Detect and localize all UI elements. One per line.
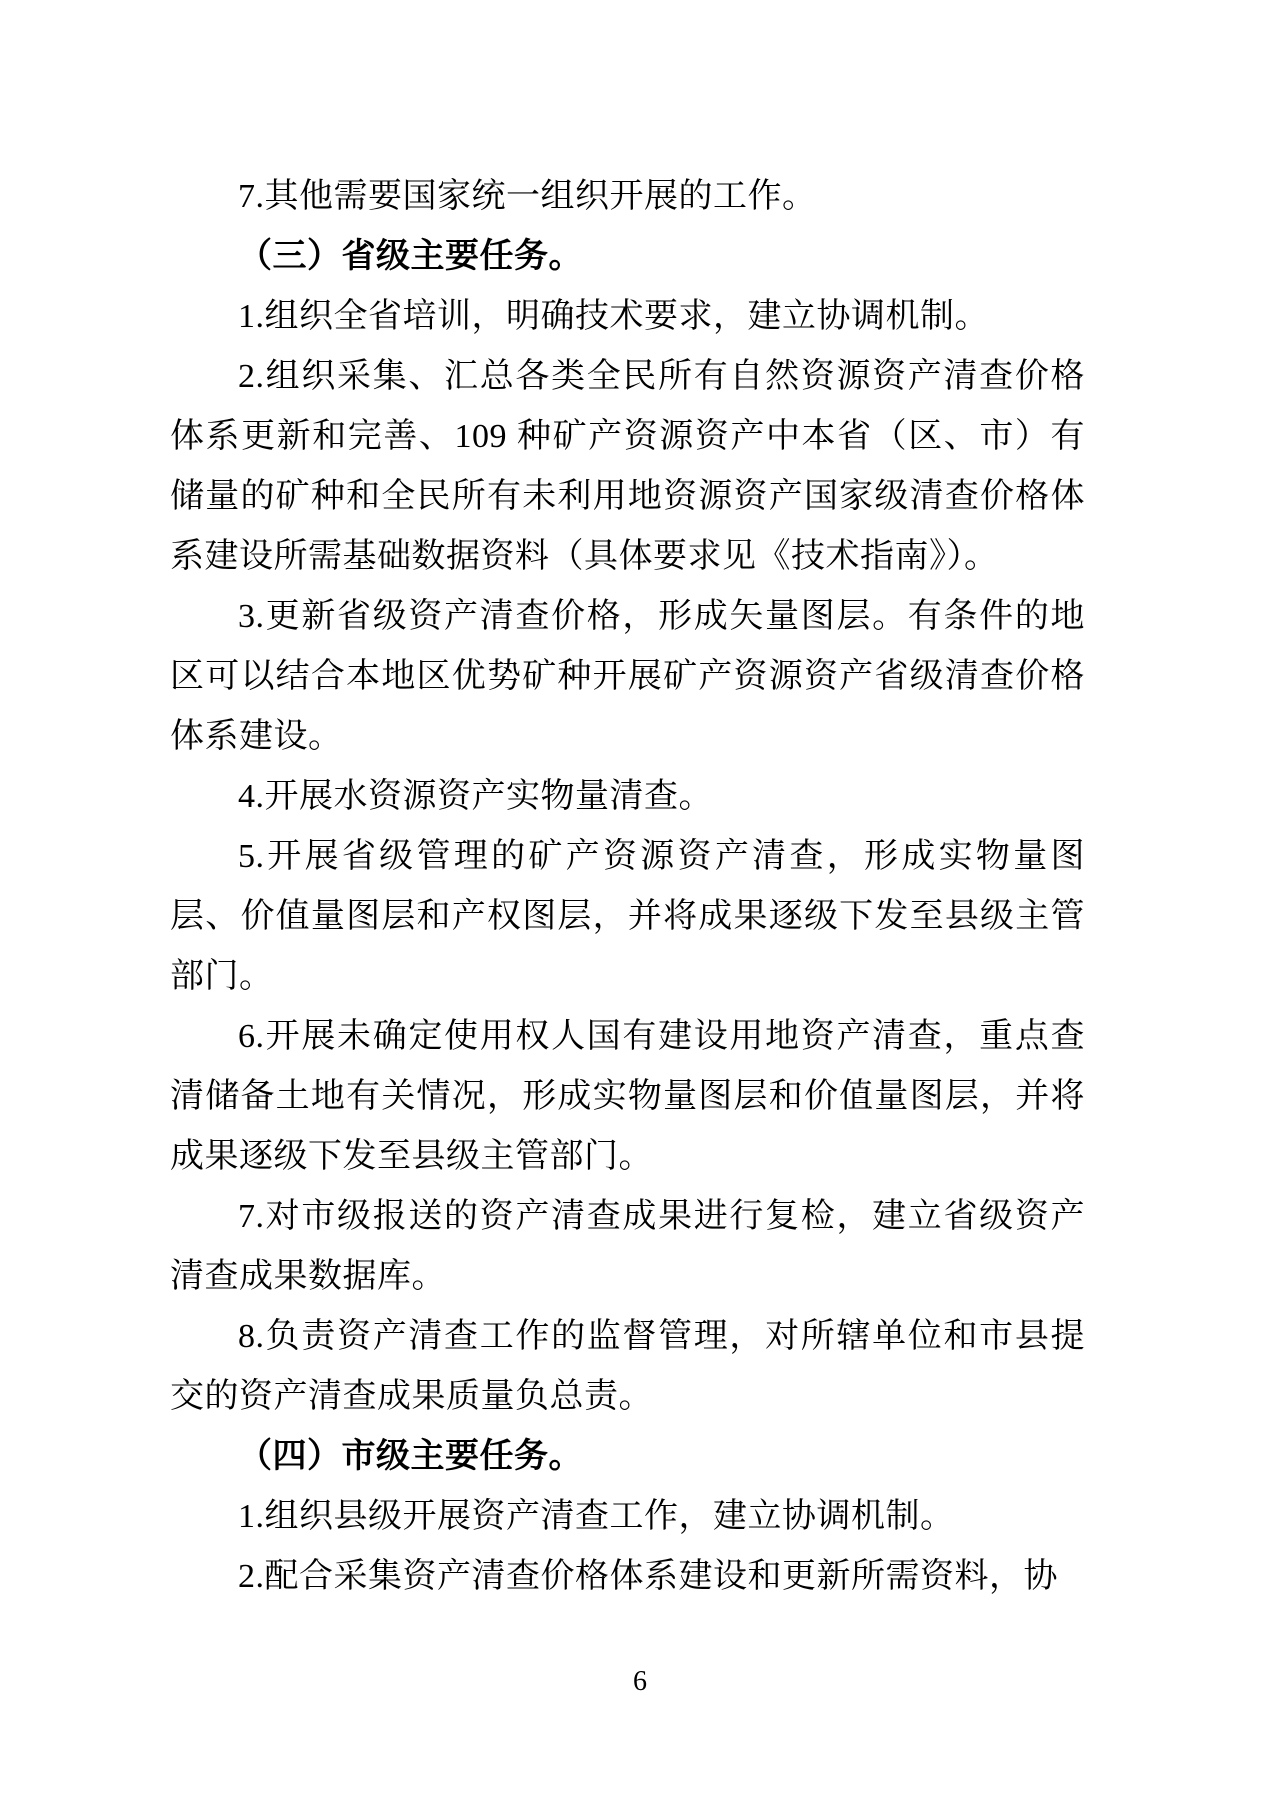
- paragraph-provincial-6: 6.开展未确定使用权人国有建设用地资产清查，重点查清储备土地有关情况，形成实物量图层和价值量图层，并将成果逐级下发至县级主管部门。: [170, 1018, 1085, 1175]
- paragraph-municipal-1: 1.组织县级开展资产清查工作，建立协调机制。: [238, 1498, 955, 1535]
- paragraph-provincial-1: 1.组织全省培训，明确技术要求，建立协调机制。: [238, 298, 989, 335]
- section-heading-provincial: （三）省级主要任务。: [238, 238, 583, 275]
- paragraph-provincial-5: 5.开展省级管理的矿产资源资产清查，形成实物量图层、价值量图层和产权图层，并将成果逐级下发至县级主管部门。: [170, 838, 1085, 995]
- paragraph-provincial-4: 4.开展水资源资产实物量清查。: [238, 778, 713, 815]
- paragraph-task-national-7: 7.其他需要国家统一组织开展的工作。: [238, 178, 817, 215]
- paragraph-provincial-3: 3.更新省级资产清查价格，形成矢量图层。有条件的地区可以结合本地区优势矿种开展矿产资源资产省级清查价格体系建设。: [170, 598, 1085, 755]
- document-page-body: [170, 167, 1085, 1607]
- section-heading-municipal: （四）市级主要任务。: [238, 1438, 583, 1475]
- paragraph-provincial-2: 2.组织采集、汇总各类全民所有自然资源资产清查价格体系更新和完善、109 种矿产资源资产中本省（区、市）有储量的矿种和全民所有未利用地资源资产国家级清查价格体系建设所需基础数据资料（具体要求见《技术指南》）。: [170, 358, 1085, 575]
- paragraph-provincial-7: 7.对市级报送的资产清查成果进行复检，建立省级资产清查成果数据库。: [170, 1198, 1085, 1295]
- paragraph-municipal-2: 2.配合采集资产清查价格体系建设和更新所需资料，协: [238, 1558, 1058, 1595]
- paragraph-provincial-8: 8.负责资产清查工作的监督管理，对所辖单位和市县提交的资产清查成果质量负总责。: [170, 1318, 1085, 1415]
- page-number: 6: [633, 1666, 647, 1697]
